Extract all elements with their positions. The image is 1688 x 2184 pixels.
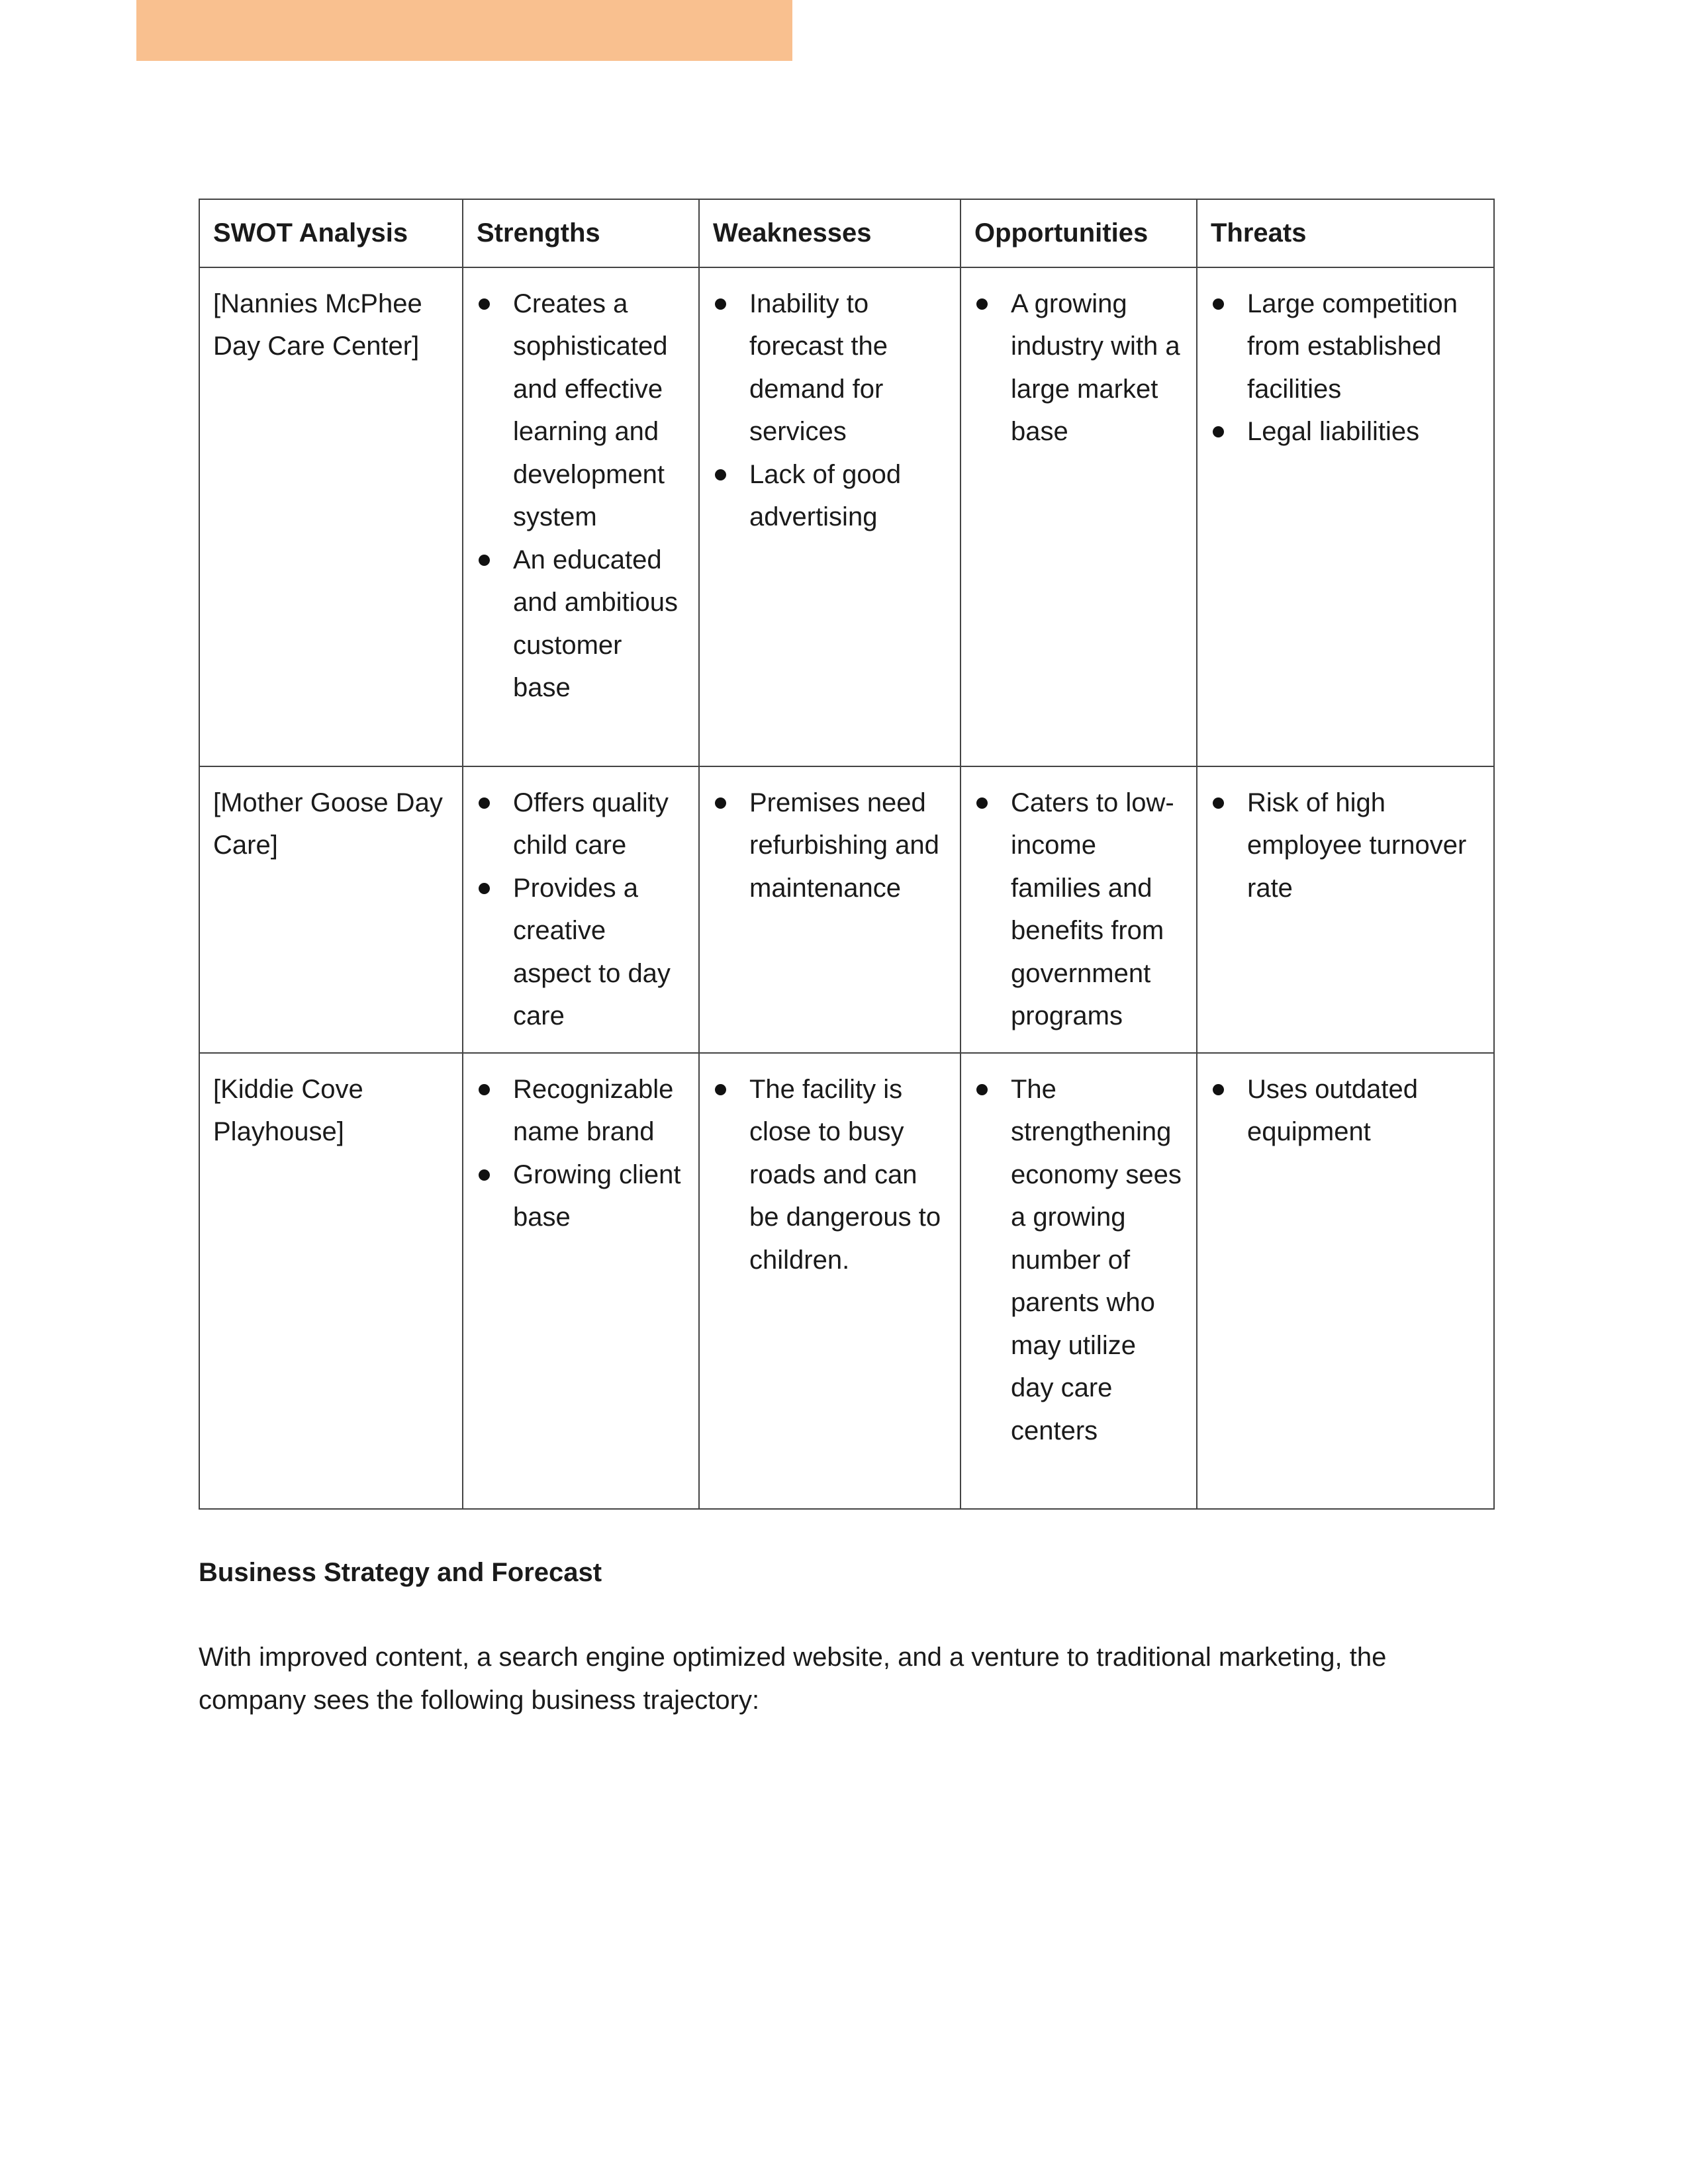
- list-item: Creates a sophisticated and effective learning and development system: [477, 283, 686, 539]
- list-item: An educated and ambitious customer base: [477, 539, 686, 709]
- header-opportunities: Opportunities: [961, 199, 1197, 267]
- list-item: Legal liabilities: [1211, 410, 1481, 453]
- header-threats: Threats: [1197, 199, 1494, 267]
- section-heading: Business Strategy and Forecast: [199, 1558, 602, 1587]
- list-item: Uses outdated equipment: [1211, 1068, 1481, 1154]
- header-swot-analysis: SWOT Analysis: [199, 199, 463, 267]
- header-strengths: Strengths: [463, 199, 699, 267]
- threats-cell: [1197, 267, 1494, 766]
- strengths-cell: [463, 766, 699, 1053]
- list-item: Recognizable name brand: [477, 1068, 686, 1154]
- threats-cell: [1197, 1053, 1494, 1509]
- list-item: Risk of high employee turnover rate: [1211, 782, 1481, 910]
- list-item: Caters to low-income families and benefits from government programs: [974, 782, 1184, 1038]
- table-row: [199, 766, 1494, 1053]
- opportunities-cell: [961, 766, 1197, 1053]
- list-item: The strengthening economy sees a growing number of parents who may utilize day care centers: [974, 1068, 1184, 1453]
- opportunities-cell: [961, 267, 1197, 766]
- header-accent-band: [136, 0, 792, 61]
- strengths-cell: [463, 1053, 699, 1509]
- threats-cell: [1197, 766, 1494, 1053]
- list-item: Offers quality child care: [477, 782, 686, 867]
- weaknesses-cell: [699, 267, 961, 766]
- list-item: Growing client base: [477, 1154, 686, 1239]
- table-header-row: [199, 199, 1494, 267]
- list-item: Provides a creative aspect to day care: [477, 867, 686, 1038]
- body-paragraph: With improved content, a search engine optimized website, and a venture to traditional marketing, the company sees the following business trajectory:: [199, 1643, 1387, 1715]
- competitor-name: [Kiddie Cove Playhouse]: [199, 1053, 463, 1509]
- swot-table: [199, 199, 1495, 1510]
- list-item: A growing industry with a large market base: [974, 283, 1184, 453]
- table-row: [199, 267, 1494, 766]
- list-item: The facility is close to busy roads and can be dangerous to children.: [713, 1068, 948, 1282]
- weaknesses-cell: [699, 766, 961, 1053]
- strengths-cell: [463, 267, 699, 766]
- list-item: Large competition from established facilities: [1211, 283, 1481, 411]
- table-row: [199, 1053, 1494, 1509]
- competitor-name: [Mother Goose Day Care]: [199, 766, 463, 1053]
- list-item: Lack of good advertising: [713, 453, 948, 539]
- list-item: Premises need refurbishing and maintenance: [713, 782, 948, 910]
- opportunities-cell: [961, 1053, 1197, 1509]
- weaknesses-cell: [699, 1053, 961, 1509]
- header-weaknesses: Weaknesses: [699, 199, 961, 267]
- competitor-name: [Nannies McPhee Day Care Center]: [199, 267, 463, 766]
- list-item: Inability to forecast the demand for services: [713, 283, 948, 453]
